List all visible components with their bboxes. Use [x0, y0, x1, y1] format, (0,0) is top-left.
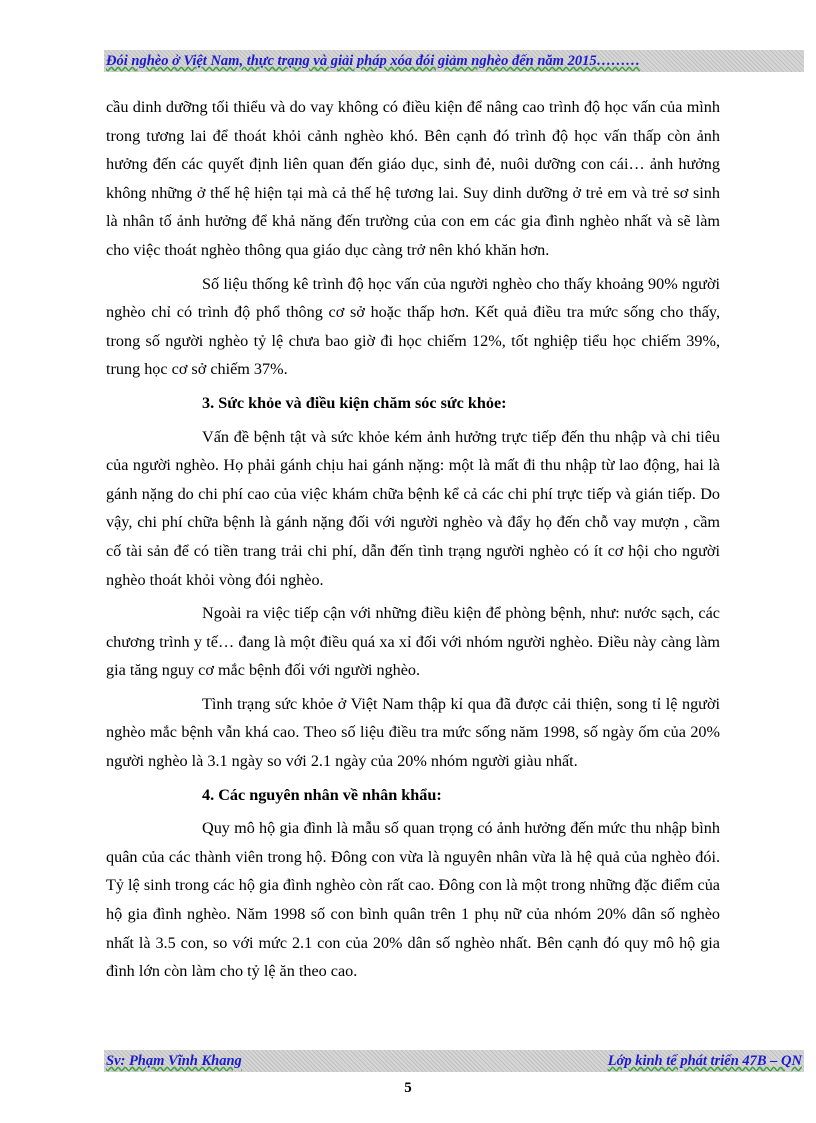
paragraph-health-access: Ngoài ra việc tiếp cận với những điều kiện để phòng bệnh, như: nước sạch, các chương trình y tế… đang là một điều quá xa xỉ đối với nhóm người nghèo. Điều này càng làm gia tăng nguy cơ mắc bệnh đối với người nghèo. [106, 604, 720, 680]
footer-class-name: Lớp kinh tế phát triển 47B – QN [607, 1053, 802, 1069]
paragraph-literacy-continuation: cầu dinh dưỡng tối thiểu và do vay không có điều kiện để nâng cao trình độ học vấn của mình trong tương lai để thoát khỏi cảnh nghèo khó. Bên cạnh đó trình độ học vấn thấp còn ảnh hưởng đến các quyết định liên quan đến giáo dục, sinh đẻ, nuôi dưỡng con cái… ảnh hưởng không những ở thế hệ hiện tại mà cả thế hệ tương lai. Suy dinh dưỡng ở trẻ em và trẻ sơ sinh là nhân tố ảnh hưởng để khả năng đến trường của con em các gia đình nghèo nhất và sẽ làm cho việc thoát nghèo thông qua giáo dục càng trở nên khó khăn hơn. [106, 98, 720, 259]
footer-bar [104, 1050, 804, 1072]
paragraph-health-burden: Vấn đề bệnh tật và sức khỏe kém ảnh hưởng trực tiếp đến thu nhập và chi tiêu của người nghèo. Họ phải gánh chịu hai gánh nặng: một là mất đi thu nhập từ lao động, hai là gánh nặng do chi phí cao của việc khám chữa bệnh kể cả các chi phí trực tiếp và gián tiếp. Do vậy, chi phí chữa bệnh là gánh nặng đối với người nghèo và đẩy họ đến chỗ vay mượn , cầm cố tài sản để có tiền trang trải chi phí, dẫn đến tình trạng người nghèo có ít cơ hội cho người nghèo thoát khỏi vòng đói nghèo. [106, 427, 720, 589]
header-bar [104, 50, 804, 72]
document-title: Đói nghèo ở Việt Nam, thực trạng và giải pháp xóa đói giảm nghèo đến năm 2015……… [106, 53, 641, 69]
paragraph-household-size: Quy mô hộ gia đình là mẫu số quan trọng có ảnh hưởng đến mức thu nhập bình quân của các thành viên trong hộ. Đông con vừa là nguyên nhân vừa là hệ quả của nghèo đói. Tỷ lệ sinh trong các hộ gia đình nghèo còn rất cao. Đông con là một trong những đặc điểm của hộ gia đình nghèo. Năm 1998 số con bình quân trên 1 phụ nữ của nhóm 20% dân số nghèo nhất là 3.5 con, so với mức 2.1 con của 20% dân số nghèo nhất. Bên cạnh đó quy mô hộ gia đình lớn còn làm cho tỷ lệ ăn theo cao. [106, 819, 720, 981]
paragraph-health-statistics: Tình trạng sức khỏe ở Việt Nam thập kỉ qua đã được cải thiện, song tỉ lệ người nghèo mắc bệnh vẫn khá cao. Theo số liệu điều tra mức sống năm 1998, số ngày ốm của 20% người nghèo là 3.1 ngày so với 2.1 ngày của 20% nhóm người giàu nhất. [106, 694, 720, 771]
document-body [106, 93, 720, 991]
section-heading-demographics: 4. Các nguyên nhân về nhân khẩu: [202, 785, 442, 804]
footer-student-name: Sv: Phạm Vĩnh Khang [106, 1053, 242, 1069]
page-number: 5 [404, 1080, 412, 1096]
paragraph-literacy-statistics: Số liệu thống kê trình độ học vấn của người nghèo cho thấy khoảng 90% người nghèo chỉ có trình độ phổ thông cơ sở hoặc thấp hơn. Kết quả điều tra mức sống cho thấy, trong số người nghèo tỷ lệ chưa bao giờ đi học chiếm 12%, tốt nghiệp tiểu học chiếm 39%, trung học cơ sở chiếm 37%. [106, 274, 720, 379]
section-heading-health: 3. Sức khỏe và điều kiện chăm sóc sức khỏe: [202, 393, 507, 412]
